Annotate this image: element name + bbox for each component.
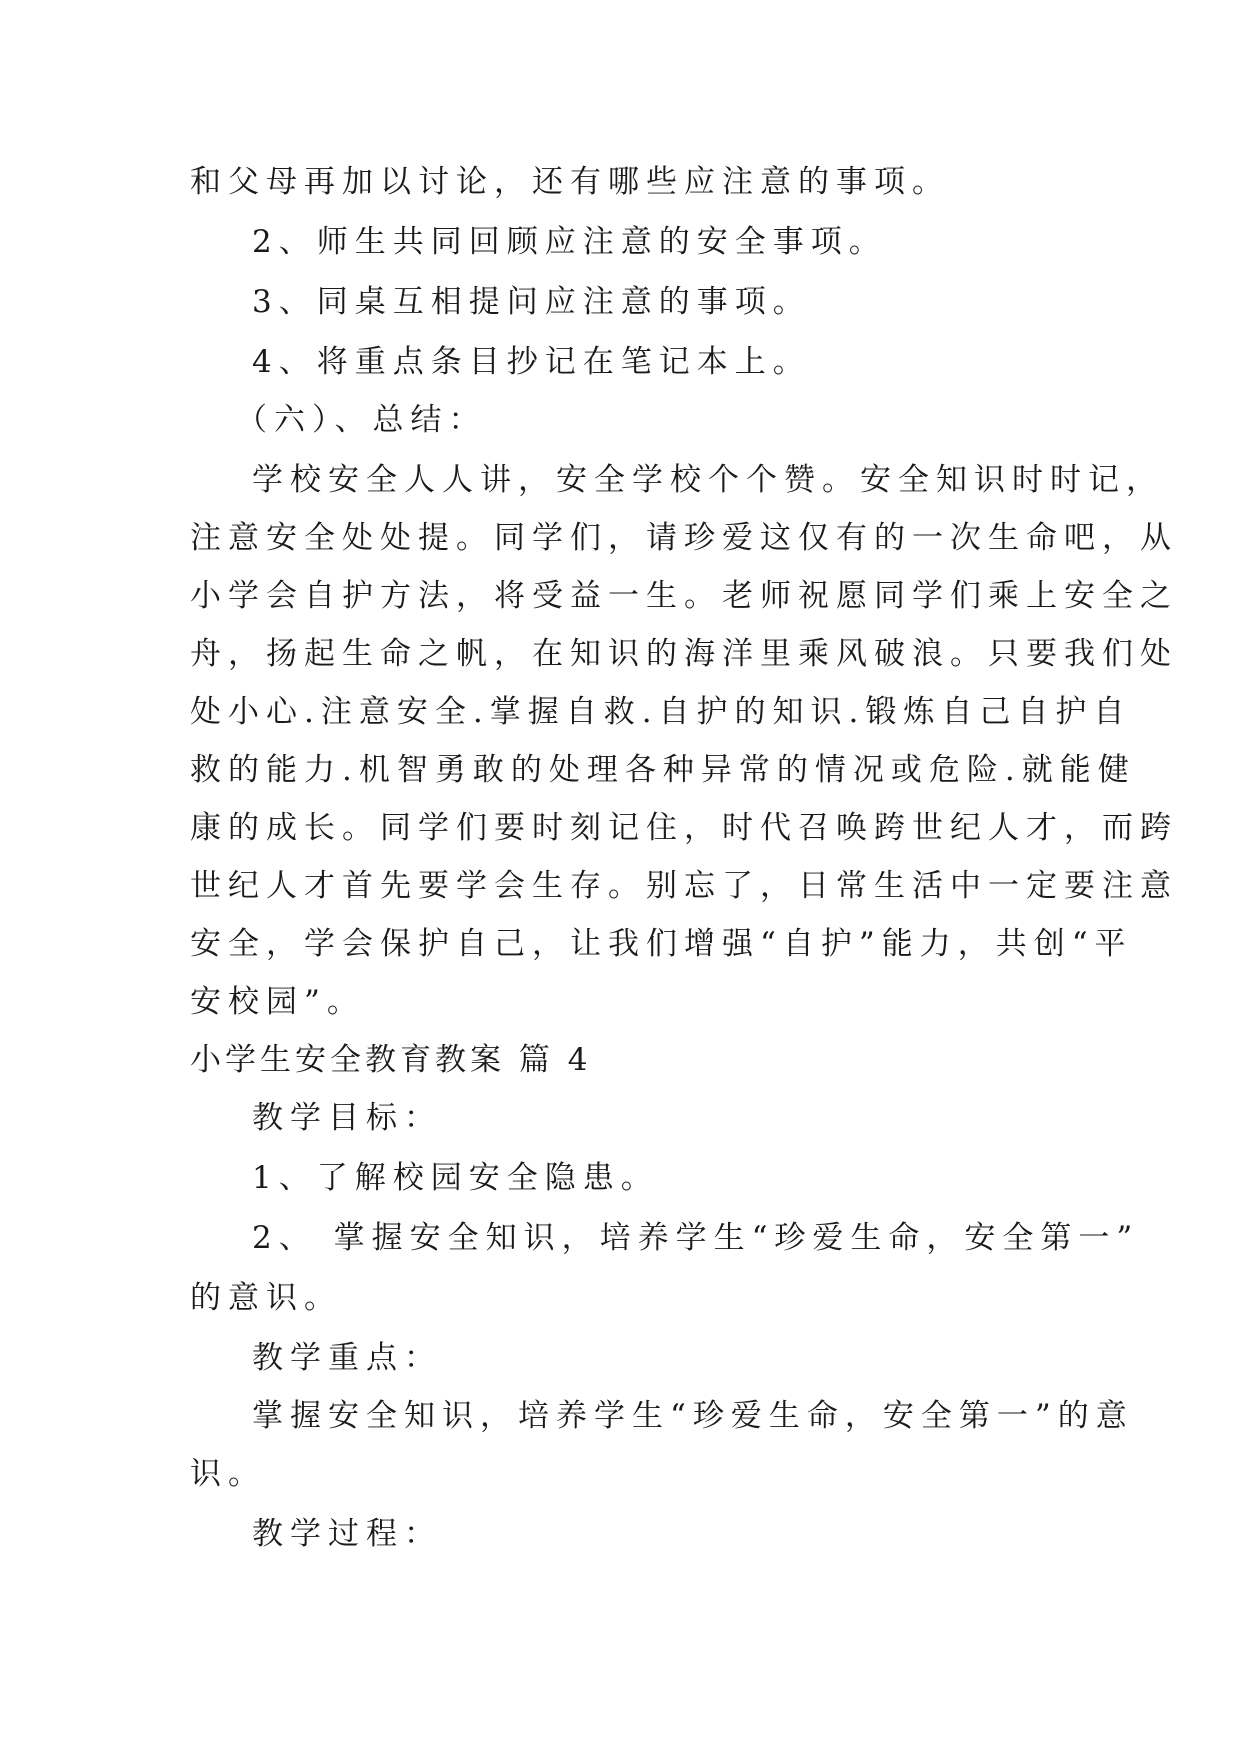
text-line: 小学会自护方法，将受益一生。老师祝愿同学们乘上安全之 [190,578,1178,614]
text-line: 处小心.注意安全.掌握自救.自护的知识.锻炼自己自护自 [190,694,1132,730]
text-line: 2、 掌握安全知识，培养学生“珍爱生命，安全第一” [252,1220,1140,1256]
text-line: 和父母再加以讨论，还有哪些应注意的事项。 [190,164,950,200]
text-line: 1、了解校园安全隐患。 [252,1160,659,1196]
text-line: 2、师生共同回顾应注意的安全事项。 [252,224,887,260]
text-line: 安全，学会保护自己，让我们增强“自护”能力，共创“平 [190,926,1133,962]
text-line: 教学过程： [252,1516,442,1552]
text-line: 世纪人才首先要学会生存。别忘了，日常生活中一定要注意 [190,868,1178,904]
text-line: 的意识。 [190,1280,342,1316]
text-line: 学校安全人人讲，安全学校个个赞。安全知识时时记， [252,462,1164,498]
text-line: 4、将重点条目抄记在笔记本上。 [252,344,811,380]
text-line: 教学目标： [252,1100,442,1136]
text-line: 识。 [190,1456,266,1492]
article-heading: 小学生安全教育教案 篇 4 [190,1042,592,1078]
text-line: 3、同桌互相提问应注意的事项。 [252,284,811,320]
text-line: 注意安全处处提。同学们，请珍爱这仅有的一次生命吧，从 [190,520,1178,556]
text-line: 救的能力.机智勇敢的处理各种异常的情况或危险.就能健 [190,752,1136,788]
text-line: 康的成长。同学们要时刻记住，时代召唤跨世纪人才，而跨 [190,810,1178,846]
text-line: 舟，扬起生命之帆，在知识的海洋里乘风破浪。只要我们处 [190,636,1178,672]
section-heading: （六）、总结： [236,402,487,438]
text-line: 教学重点： [252,1340,442,1376]
text-line: 掌握安全知识，培养学生“珍爱生命，安全第一”的意 [252,1398,1134,1434]
text-line: 安校园”。 [190,984,365,1020]
